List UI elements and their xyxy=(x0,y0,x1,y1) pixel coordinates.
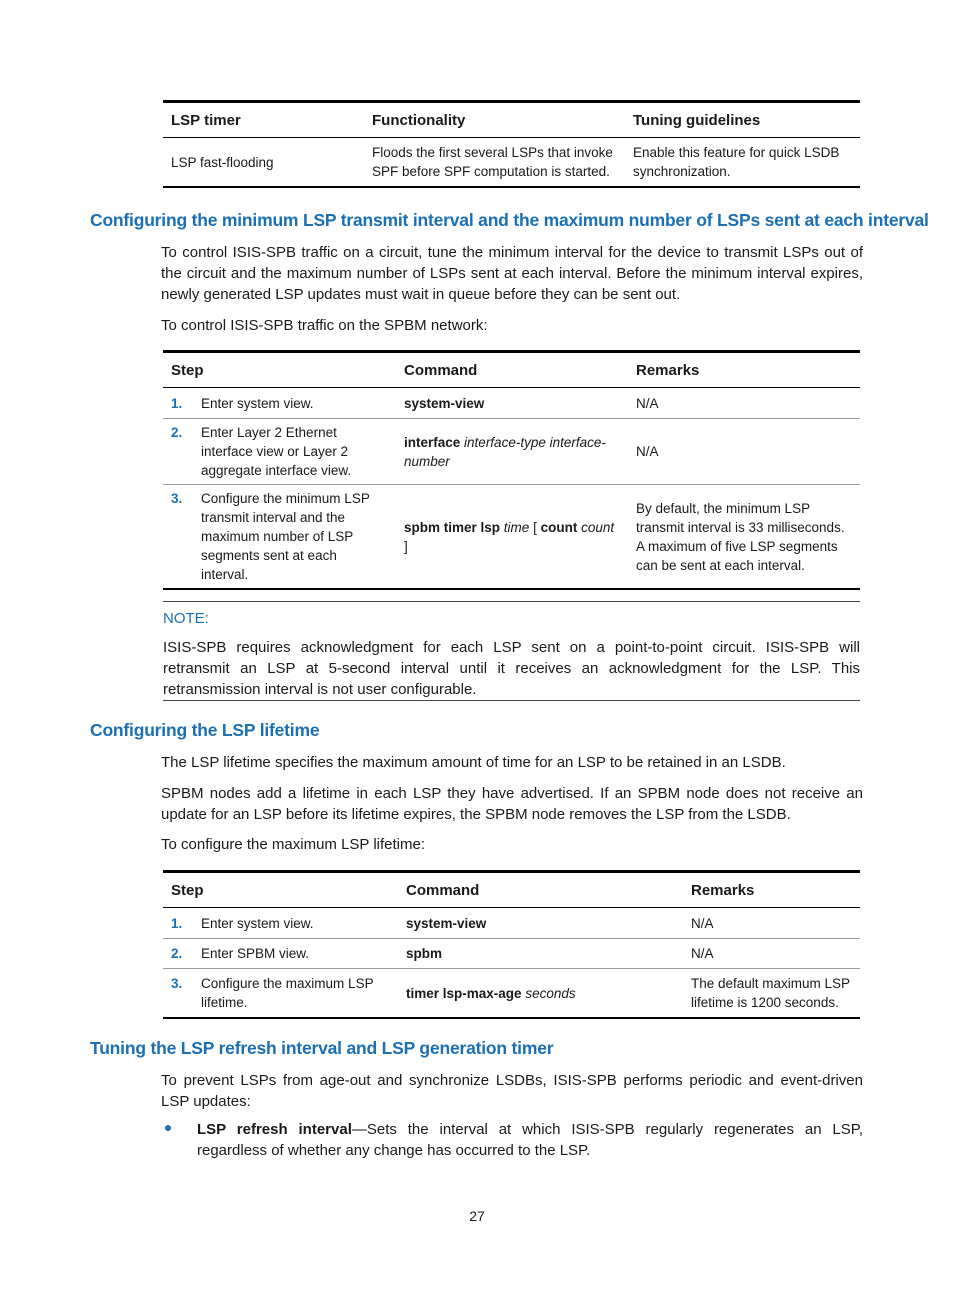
remarks-cell: The default maximum LSP lifetime is 1200 seconds. xyxy=(683,969,860,1019)
step-description: Enter system view. xyxy=(201,395,314,411)
column-header-lsp-timer: LSP timer xyxy=(163,102,364,138)
remarks-cell: By default, the minimum LSP transmit interval is 33 milliseconds. A maximum of five LSP segments can be sent at each interval. xyxy=(628,485,860,590)
command-keyword: system-view xyxy=(404,395,485,411)
transmit-interval-steps-table xyxy=(163,350,860,590)
note-text: ISIS-SPB requires acknowledgment for each LSP sent on a point-to-point circuit. ISIS-SPB will retransmit an LSP at 5-second interval until it receives an acknowledgment for the LSP. This retransmission interval is not user configurable. xyxy=(163,639,860,698)
step-description: Configure the maximum LSP lifetime. xyxy=(201,976,374,1010)
command-argument: seconds xyxy=(525,985,576,1001)
step-number: 2. xyxy=(171,946,183,961)
command-cell xyxy=(398,939,683,969)
table-row xyxy=(163,138,860,188)
paragraph: To control ISIS-SPB traffic on a circuit, tune the minimum interval for the device to transmit LSPs out of the circuit and the maximum number of LSPs sent at each interval. Before the minimum interval expires, newly generated LSP updates must wait in queue before they can be sent out. xyxy=(161,244,863,303)
remarks-cell: N/A xyxy=(636,395,659,411)
command-argument: count xyxy=(581,519,615,535)
table-row xyxy=(163,485,860,590)
bullet-description: —Sets the interval at which ISIS-SPB regularly regenerates an LSP, regardless of whether any change has occurred to the LSP. xyxy=(197,1121,864,1159)
command-keyword: system-view xyxy=(406,915,487,931)
table-row xyxy=(163,939,860,969)
step-number: 3. xyxy=(171,976,183,991)
command-keyword: timer lsp-max-age xyxy=(406,985,522,1001)
section-heading-lsp-lifetime: Configuring the LSP lifetime xyxy=(90,720,320,740)
bullet-term: LSP refresh interval xyxy=(197,1121,352,1138)
step-description: Enter SPBM view. xyxy=(201,946,310,961)
remarks-cell: N/A xyxy=(691,915,714,931)
command-cell xyxy=(398,969,683,1019)
table-row xyxy=(163,908,860,939)
bullet-item xyxy=(197,1119,863,1161)
command-cell xyxy=(396,485,628,590)
table-row xyxy=(163,388,860,419)
column-header-command: Command xyxy=(398,872,683,908)
remarks-cell: N/A xyxy=(683,939,860,969)
command-cell xyxy=(398,908,683,939)
command-cell xyxy=(396,388,628,419)
column-header-remarks: Remarks xyxy=(628,352,860,388)
cell-lsp-timer: LSP fast-flooding xyxy=(171,154,274,170)
paragraph: SPBM nodes add a lifetime in each LSP they have advertised. If an SPBM node does not receive an update for an LSP before its lifetime expires, the SPBM node removes the LSP from the LSDB. xyxy=(161,785,863,823)
step-description: Enter Layer 2 Ethernet interface view or Layer 2 aggregate interface view. xyxy=(201,425,352,478)
command-cell xyxy=(396,419,628,485)
command-argument: interface-type interface-number xyxy=(404,434,606,469)
cell-tuning-guidelines: Enable this feature for quick LSDB synchronization. xyxy=(633,145,840,179)
step-number: 1. xyxy=(171,915,183,931)
command-keyword: count xyxy=(540,519,578,535)
page-number: 27 xyxy=(469,1208,485,1224)
column-header-command: Command xyxy=(396,352,628,388)
command-bracket-open: [ xyxy=(533,519,537,535)
command-argument: time xyxy=(503,519,530,535)
table-row xyxy=(163,419,860,485)
step-number: 1. xyxy=(171,395,183,411)
step-description: Enter system view. xyxy=(201,915,314,931)
step-number: 3. xyxy=(171,491,183,506)
lsp-lifetime-steps-table xyxy=(163,870,860,1019)
section-heading-refresh-interval: Tuning the LSP refresh interval and LSP generation timer xyxy=(90,1038,554,1058)
bullet-icon xyxy=(165,1125,171,1131)
note-box xyxy=(163,601,860,701)
column-header-step: Step xyxy=(163,352,396,388)
paragraph: To configure the maximum LSP lifetime: xyxy=(161,836,426,853)
command-keyword: interface xyxy=(404,434,461,450)
paragraph: To control ISIS-SPB traffic on the SPBM network: xyxy=(161,317,488,334)
cell-functionality: Floods the first several LSPs that invoke SPF before SPF computation is started. xyxy=(372,145,613,179)
paragraph: The LSP lifetime specifies the maximum amount of time for an LSP to be retained in an LSDB. xyxy=(161,754,786,771)
command-bracket-close: ] xyxy=(404,538,408,554)
paragraph: To prevent LSPs from age-out and synchronize LSDBs, ISIS-SPB performs periodic and event-driven LSP updates: xyxy=(161,1072,863,1110)
step-number: 2. xyxy=(171,425,183,440)
column-header-tuning-guidelines: Tuning guidelines xyxy=(625,102,860,138)
note-label: NOTE: xyxy=(163,610,209,627)
column-header-remarks: Remarks xyxy=(683,872,860,908)
column-header-functionality: Functionality xyxy=(364,102,625,138)
section-heading-transmit-interval: Configuring the minimum LSP transmit interval and the maximum number of LSPs sent at each interval xyxy=(90,210,929,230)
remarks-cell: N/A xyxy=(628,419,860,485)
lsp-timer-table xyxy=(163,100,860,188)
step-description: Configure the minimum LSP transmit interval and the maximum number of LSP segments sent at each interval. xyxy=(201,491,370,582)
command-keyword: spbm timer lsp xyxy=(404,519,501,535)
column-header-step: Step xyxy=(163,872,398,908)
command-keyword: spbm xyxy=(406,946,443,961)
table-row xyxy=(163,969,860,1019)
